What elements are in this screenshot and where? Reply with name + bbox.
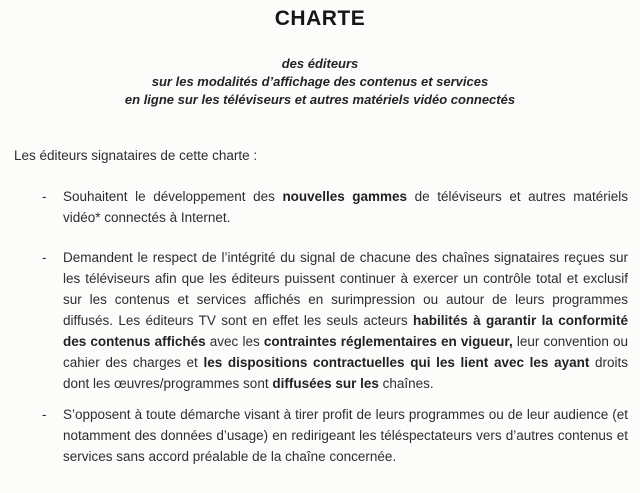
text-run: avec les	[209, 334, 264, 349]
text-run: chaînes.	[382, 376, 434, 391]
bullet-item	[42, 186, 628, 228]
text-run: Demandent le respect de l’intégrité du signal de chacune des chaînes signataires reçues sur les téléviseurs afin que les éditeurs puissent continuer à exercer un contrôle total et exclusif sur les contenus et services affichés en surimpression ou autour de leurs programmes diffusés. Les éditeurs TV sont en effet les seuls acteurs	[63, 250, 628, 328]
bullet-list	[0, 186, 640, 467]
document-title: CHARTE	[274, 7, 366, 30]
text-run: Souhaitent le développement des	[63, 189, 283, 204]
bold-text-run: contraintes réglementaires en vigueur,	[263, 334, 517, 349]
bullet-text	[63, 404, 628, 467]
intro-line: Les éditeurs signataires de cette charte :	[14, 148, 258, 163]
bullet-dash: -	[42, 189, 47, 204]
bold-text-run: diffusées sur les	[272, 376, 383, 391]
document-subtitle	[0, 55, 640, 109]
subtitle-line-3: en ligne sur les téléviseurs et autres matériels vidéo connectés	[124, 92, 516, 107]
bullet-item	[42, 404, 628, 467]
bullet-dash: -	[42, 250, 47, 265]
subtitle-line-1: des éditeurs	[281, 56, 359, 71]
bullet-text	[63, 186, 628, 228]
text-run: de téléviseurs et autres matériels vidéo* connectés à Internet.	[63, 189, 629, 225]
bold-text-run: nouvelles gammes	[282, 189, 415, 204]
bullet-dash: -	[42, 407, 47, 422]
bold-text-run: habilités à garantir la conformité des contenus affichés	[63, 313, 628, 349]
text-run: leur convention ou cahier des charges et	[63, 334, 629, 370]
text-run: S’opposent à toute démarche visant à tirer profit de leurs programmes ou de leur audience (et notamment des données d’usage) en redirigeant les téléspectateurs vers d’autres contenus et services sans accord préalable de la chaîne concernée.	[63, 407, 628, 464]
bullet-item	[42, 247, 628, 394]
subtitle-line-2: sur les modalités d’affichage des contenus et services	[151, 74, 489, 89]
text-run: droits dont les œuvres/programmes sont	[63, 355, 629, 391]
bullet-text	[63, 247, 628, 394]
bold-text-run: les dispositions contractuelles qui les lient avec les ayant	[203, 355, 595, 370]
